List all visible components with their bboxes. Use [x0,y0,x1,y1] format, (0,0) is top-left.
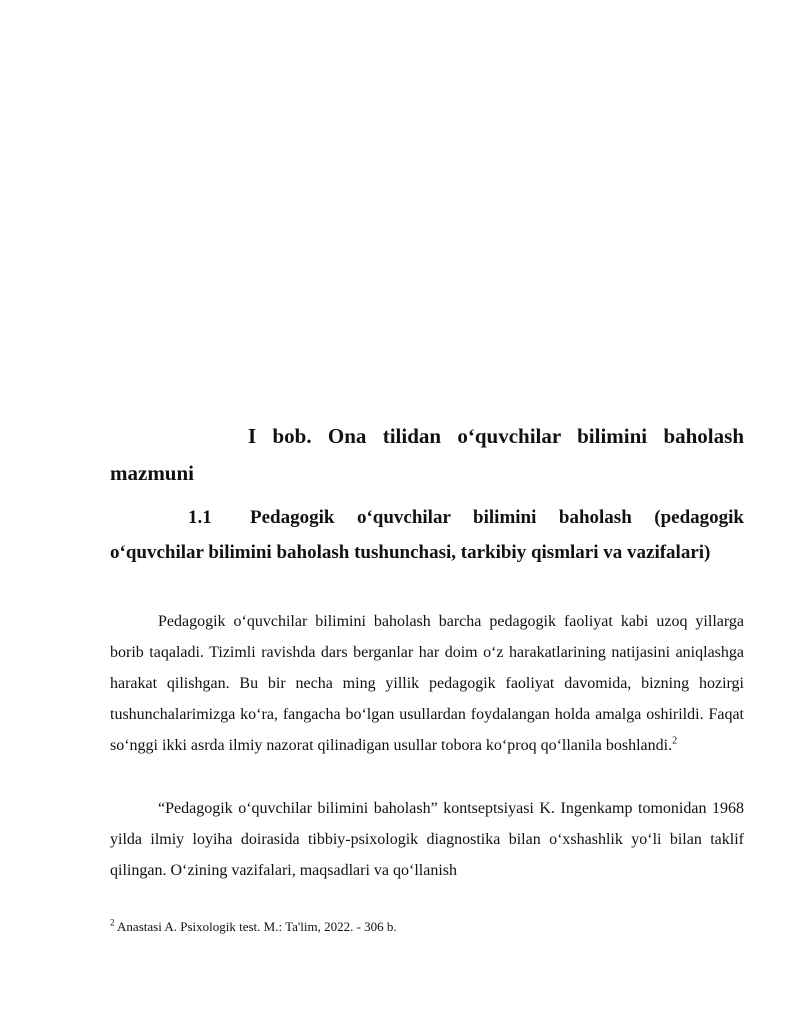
chapter-title [110,418,744,492]
footnote [110,918,744,936]
section-title [110,500,744,570]
footnote-reference: 2 [672,735,678,747]
body-paragraph-2 [110,793,744,886]
footnote-marker: 2 [110,917,115,928]
footnote-text: Anastasi A. Psixologik test. M.: Ta'lim, 2022. - 306 b. [117,919,397,934]
section-number: 1.1 [188,507,212,528]
paragraph-1-text: Pedagogik o‘quvchilar bilimini baholash barcha pedagogik faoliyat kabi uzoq yillarga borib taqaladi. Tizimli ravishda dars berganlar har doim o‘z harakatlarining natijasini aniqlashga harakat qilishgan. Bu bir necha ming yillik pedagogik faoliyat davomida, bizning hozirgi tushunchalarimizga ko‘ra, fangacha bo‘lgan usullardan foydalangan holda amalga oshirildi. Faqat so‘nggi ikki asrda ilmiy nazorat qilinadigan usullar tobora ko‘proq qo‘llanila boshlandi. [110,613,744,754]
body-paragraph-1 [110,606,744,761]
paragraph-2-text: “Pedagogik o‘quvchilar bilimini baholash” kontseptsiyasi K. Ingenkamp tomonidan 1968 yilda ilmiy loyiha doirasida tibbiy-psixologik diagnostika bilan o‘xshashlik yo‘li bilan taklif qilingan. O‘zining vazifalari, maqsadlari va qo‘llanish [110,800,744,879]
section-title-text: Pedagogik o‘quvchilar bilimini baholash (pedagogik o‘quvchilar bilimini baholash tushunchasi, tarkibiy qismlari va vazifalari) [110,507,744,563]
chapter-title-text: I bob. Ona tilidan o‘quvchilar bilimini baholash mazmuni [110,424,744,485]
